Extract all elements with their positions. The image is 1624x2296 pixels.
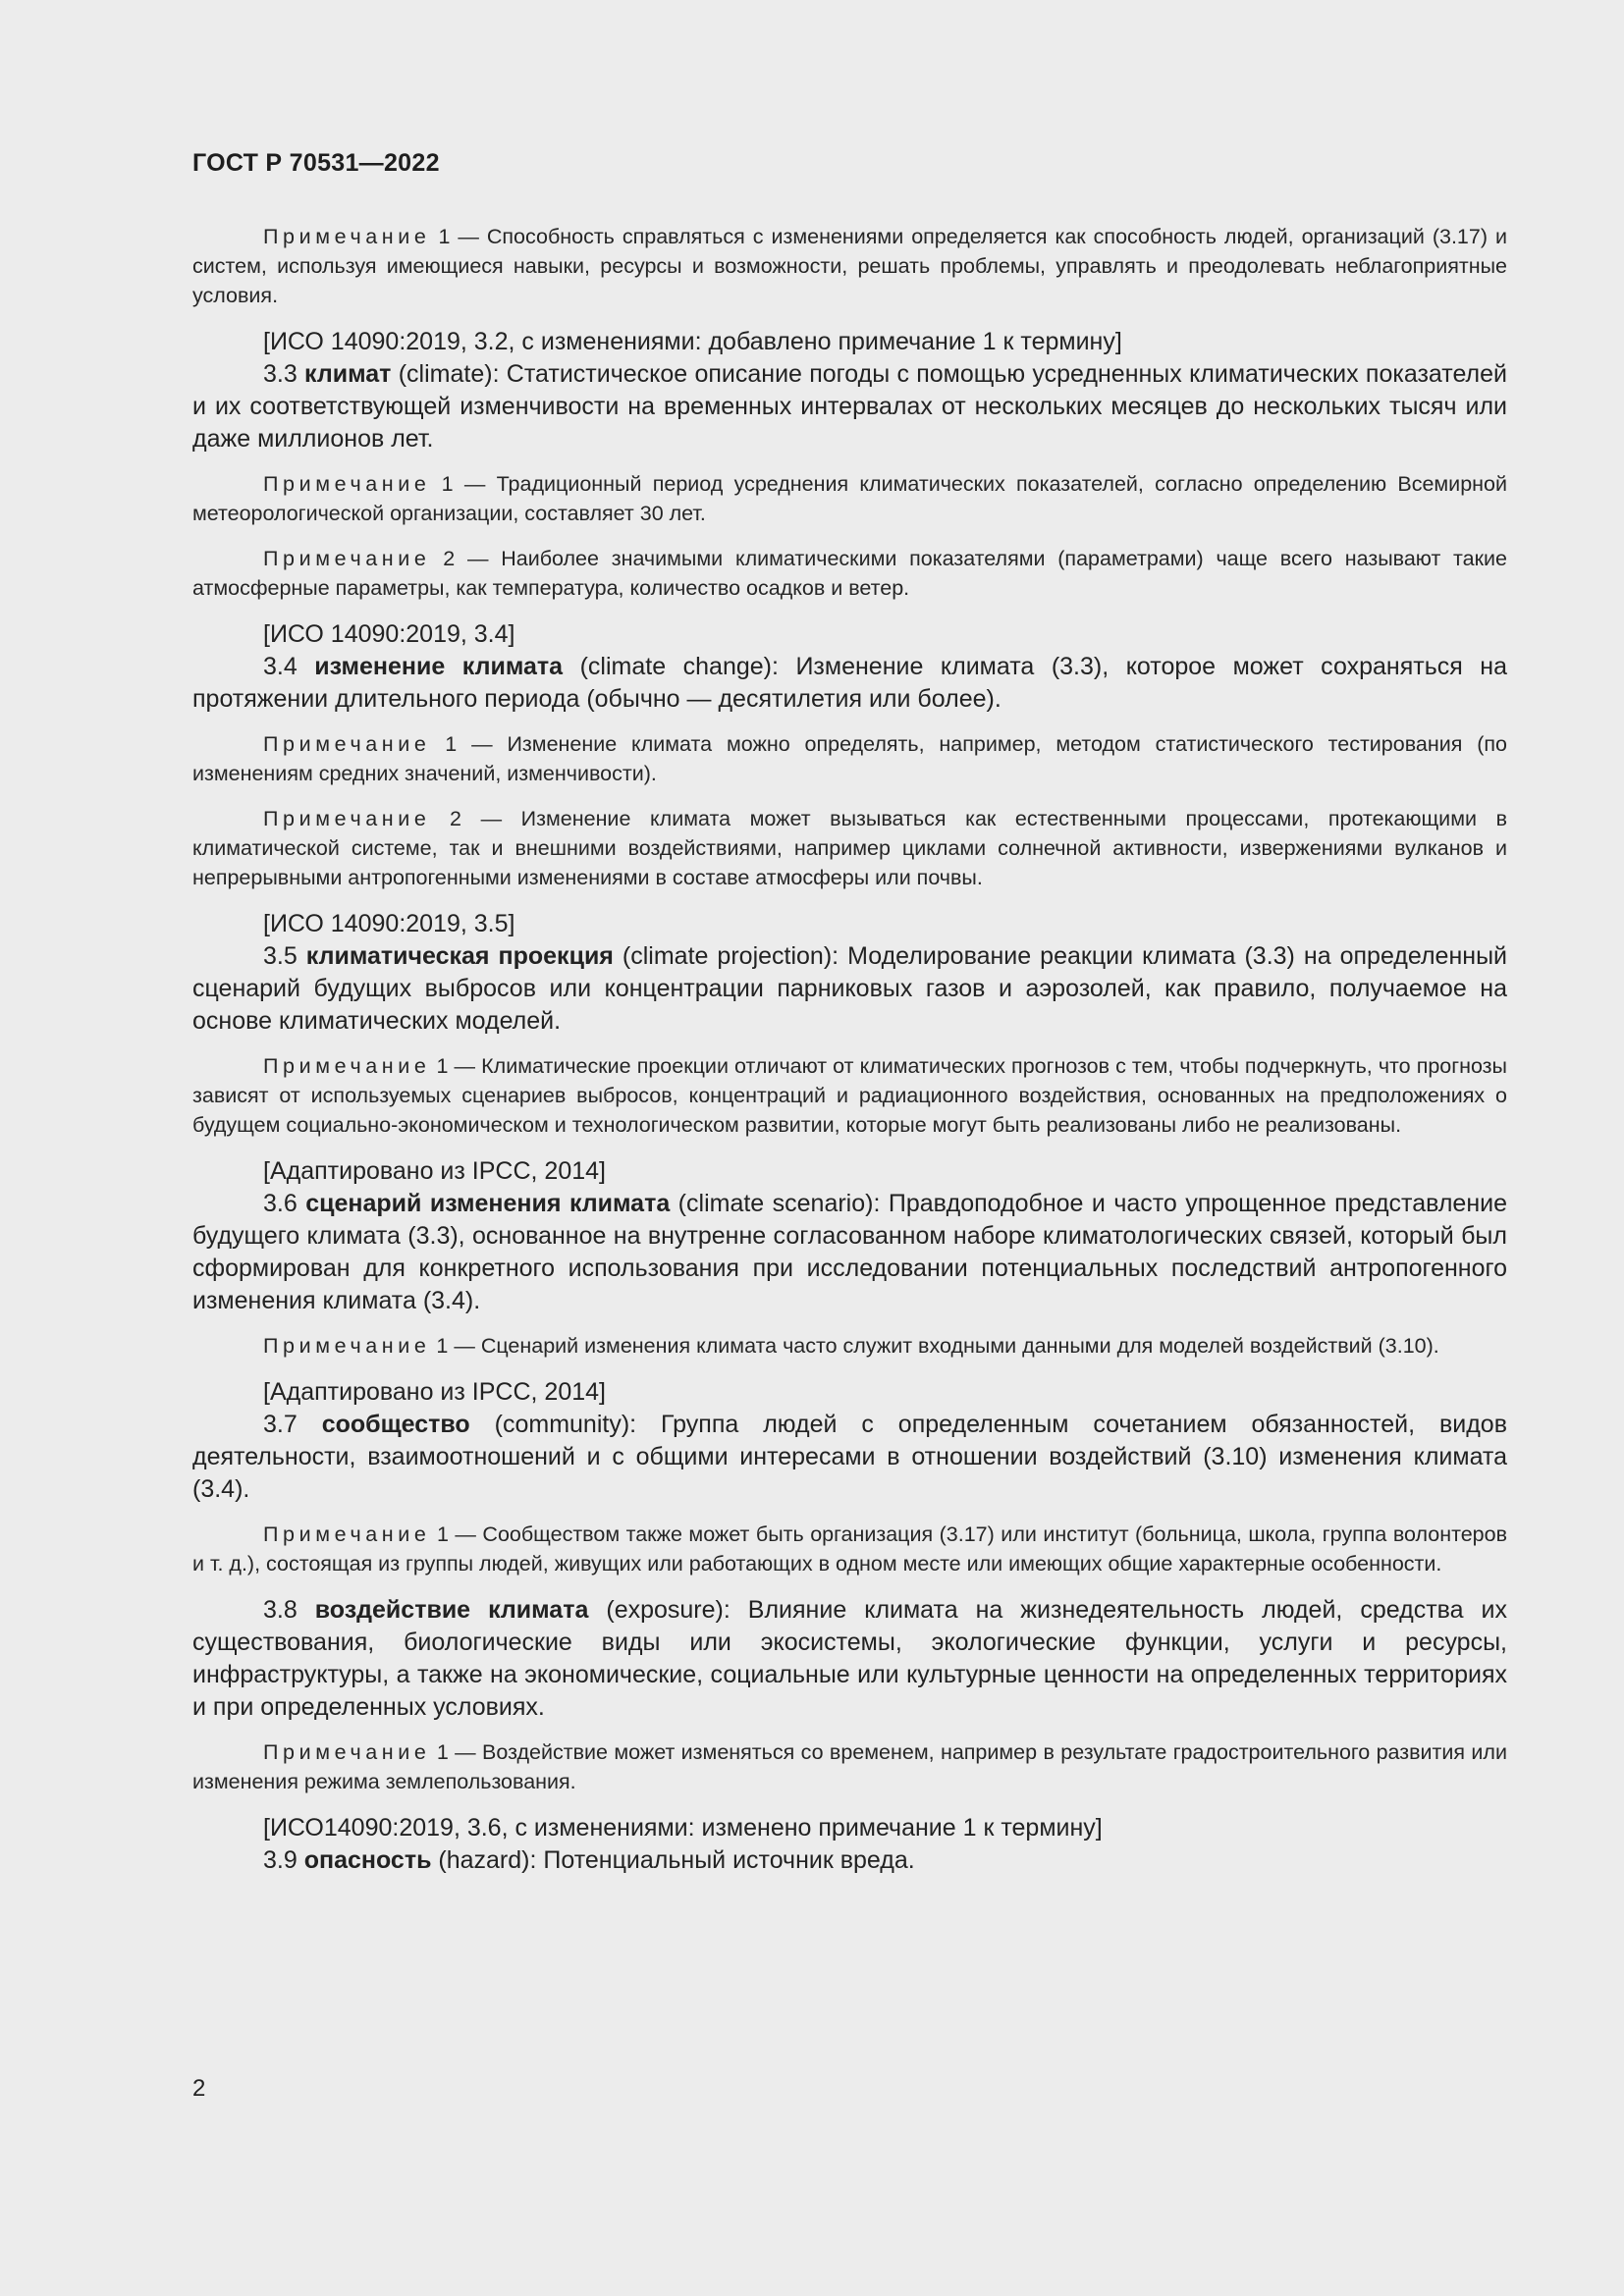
- term-definition: (community): Группа людей с определенным сочетанием обязанностей, видов деятельности, взаимоотношений и с общими интересами в отношении воздействий (3.10) изменения климата (3.4).: [192, 1411, 1507, 1503]
- note-paragraph: [192, 469, 1507, 528]
- term-name: сообщество: [321, 1411, 470, 1438]
- term-3-6: [192, 1188, 1507, 1317]
- note-paragraph: [192, 729, 1507, 788]
- source-reference: [ИСО 14090:2019, 3.4]: [263, 620, 515, 648]
- note-paragraph: [192, 544, 1507, 603]
- term-number: 3.8: [263, 1596, 315, 1624]
- note-label: Примечание: [263, 1054, 431, 1078]
- note-paragraph: [192, 804, 1507, 892]
- term-number: 3.9: [263, 1846, 304, 1874]
- page-number: 2: [192, 2075, 206, 2102]
- term-name: климатическая проекция: [305, 942, 614, 970]
- note-label: Примечание: [263, 1740, 431, 1764]
- note-label: Примечание: [263, 1334, 431, 1358]
- note-text: 1 — Сообществом также может быть организация (3.17) или институт (больница, школа, группа волонтеров и т. д.), состоящая из группы людей, живущих или работающих в одном месте или имеющих общие характерные особенности.: [192, 1522, 1507, 1575]
- term-definition: (exposure): Влияние климата на жизнедеятельность людей, средства их существования, биологические виды или экосистемы, экологические функции, услуги и ресурсы, инфраструктуры, а также на экономические, социальные или культурные ценности на определенных территориях и при определенных условиях.: [192, 1596, 1508, 1721]
- note-text: 2 — Наиболее значимыми климатическими показателями (параметрами) чаще всего называют такие атмосферные параметры, как температура, количество осадков и ветер.: [192, 547, 1507, 600]
- term-definition: (climate): Статистическое описание погоды с помощью усредненных климатических показателей и их соответствующей изменчивости на временных интервалах от нескольких месяцев до нескольких тысяч или даже миллионов лет.: [192, 360, 1507, 453]
- note-text: 1 — Изменение климата можно определять, например, методом статистического тестирования (по изменениям средних значений, изменчивости).: [192, 732, 1507, 785]
- note-paragraph: [192, 1737, 1507, 1796]
- source-reference: [ИСО14090:2019, 3.6, с изменениями: изменено примечание 1 к термину]: [263, 1814, 1103, 1842]
- note-label: Примечание: [263, 472, 431, 496]
- note-paragraph: [192, 1331, 1507, 1361]
- term-name: климат: [304, 360, 392, 388]
- note-label: Примечание: [263, 732, 431, 756]
- term-definition: (climate scenario): Правдоподобное и часто упрощенное представление будущего климата (3.3), основанное на внутренне согласованном наборе климатологических связей, который был сформирован для конкретного использования при исследовании потенциальных последствий антропогенного изменения климата (3.4).: [192, 1190, 1508, 1314]
- term-3-3: [192, 358, 1507, 455]
- note-paragraph: [192, 1520, 1507, 1578]
- term-definition: (climate change): Изменение климата (3.3), которое может сохраняться на протяжении длительного периода (обычно — десятилетия или более).: [192, 653, 1507, 713]
- note-text: 2 — Изменение климата может вызываться как естественными процессами, протекающими в климатической системе, так и внешними воздействиями, например циклами солнечной активности, извержениями вулканов и непрерывными антропогенными изменениями в составе атмосферы или почвы.: [192, 807, 1507, 889]
- term-3-8: [192, 1594, 1507, 1724]
- note-text: 1 — Способность справляться с изменениями определяется как способность людей, организаций (3.17) и систем, используя имеющиеся навыки, ресурсы и возможности, решать проблемы, управлять и преодолевать неблагоприятные условия.: [192, 225, 1507, 307]
- document-header: ГОСТ Р 70531—2022: [192, 149, 440, 177]
- note-text: 1 — Традиционный период усреднения климатических показателей, согласно определению Всемирной метеорологической организации, составляет 30 лет.: [192, 472, 1507, 525]
- term-number: 3.6: [263, 1190, 306, 1217]
- term-3-4: [192, 651, 1507, 716]
- term-number: 3.3: [263, 360, 305, 388]
- note-text: 1 — Климатические проекции отличают от климатических прогнозов с тем, чтобы подчеркнуть, что прогнозы зависят от используемых сценариев выбросов, концентраций и радиационного воздействия, основанных на предположениях о будущем социально-экономическом и технологическом развитии, которые могут быть реализованы либо не реализованы.: [192, 1054, 1507, 1137]
- note-paragraph: [192, 222, 1507, 310]
- source-reference: [Адаптировано из IPCC, 2014]: [263, 1157, 606, 1185]
- term-3-5: [192, 940, 1507, 1038]
- source-reference: [ИСО 14090:2019, 3.2, с изменениями: добавлено примечание 1 к термину]: [263, 328, 1122, 355]
- term-name: воздействие климата: [314, 1596, 589, 1624]
- note-text: 1 — Воздействие может изменяться со временем, например в результате градостроительного развития или изменения режима землепользования.: [192, 1740, 1507, 1793]
- term-number: 3.5: [263, 942, 306, 970]
- note-label: Примечание: [263, 1522, 431, 1546]
- note-text: 1 — Сценарий изменения климата часто служит входными данными для моделей воздействий (3.10).: [430, 1334, 1439, 1358]
- document-body: [192, 222, 1507, 1891]
- term-name: опасность: [303, 1846, 432, 1874]
- note-label: Примечание: [263, 547, 431, 570]
- term-definition: (hazard): Потенциальный источник вреда.: [431, 1846, 915, 1874]
- note-label: Примечание: [263, 807, 431, 830]
- note-label: Примечание: [263, 225, 431, 248]
- term-number: 3.4: [263, 653, 315, 680]
- term-name: изменение климата: [314, 653, 564, 680]
- term-definition: (climate projection): Моделирование реакции климата (3.3) на определенный сценарий будущих выбросов или концентрации парниковых газов и аэрозолей, как правило, получаемое на основе климатических моделей.: [192, 942, 1507, 1035]
- term-name: сценарий изменения климата: [305, 1190, 671, 1217]
- term-3-9: [192, 1844, 1507, 1877]
- source-reference: [Адаптировано из IPCC, 2014]: [263, 1378, 606, 1406]
- source-reference: [ИСО 14090:2019, 3.5]: [263, 910, 515, 937]
- term-3-7: [192, 1409, 1507, 1506]
- note-paragraph: [192, 1051, 1507, 1140]
- term-number: 3.7: [263, 1411, 322, 1438]
